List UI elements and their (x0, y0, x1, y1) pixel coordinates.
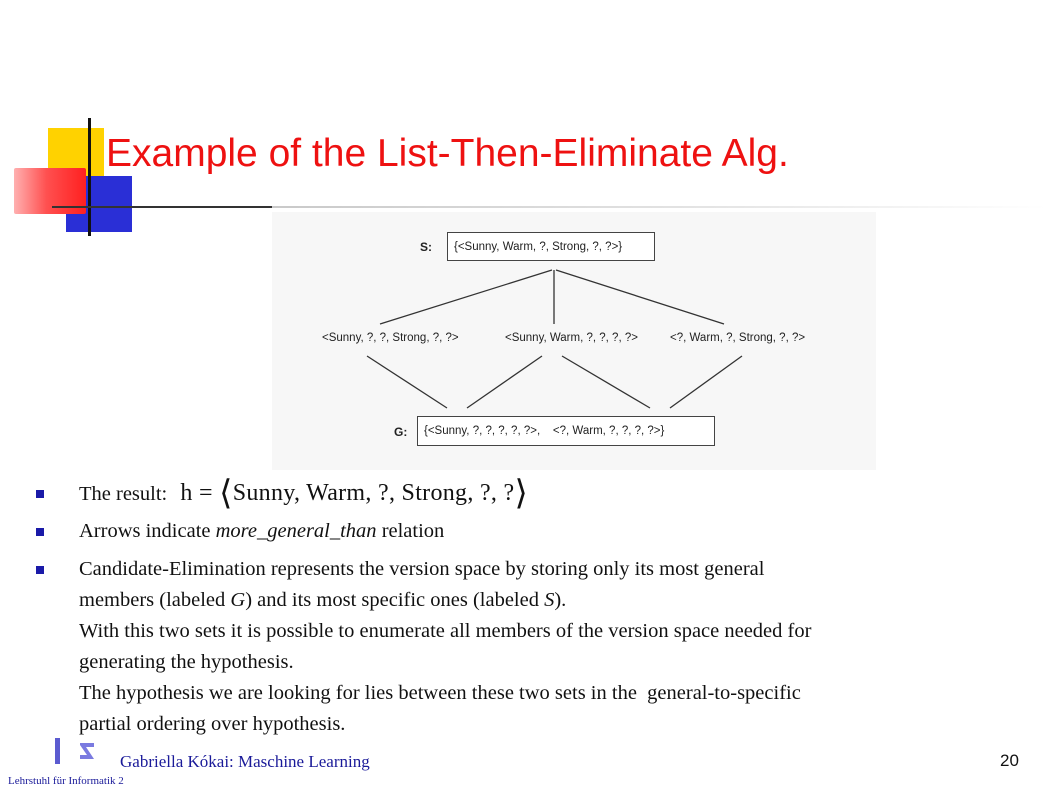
footer-chair: Lehrstuhl für Informatik 2 (8, 775, 124, 787)
page-number: 20 (1000, 751, 1019, 770)
logo-vertical-line (88, 118, 91, 236)
result-label: The result: (79, 483, 168, 505)
ce-line-3: With this two sets it is possible to enumerate all members of the version space needed for (79, 620, 812, 642)
bullet-marker (36, 566, 44, 574)
title-underline (272, 206, 1047, 208)
bullet-marker (36, 528, 44, 536)
arrows-text-suffix: relation (376, 520, 445, 542)
formula-body: Sunny, Warm, ?, Strong, ?, ? (232, 480, 515, 506)
arrows-text-italic: more_general_than (215, 520, 377, 542)
logo-horizontal-line (52, 206, 272, 208)
middle-hypothesis-1: <Sunny, ?, ?, Strong, ?, ?> (322, 332, 459, 344)
bullet-marker (36, 490, 44, 498)
result-formula: h = ⟨Sunny, Warm, ?, Strong, ?, ?⟩ (180, 475, 529, 512)
g-label: G: (394, 425, 408, 439)
footer-author: Gabriella Kókai: Maschine Learning (120, 752, 370, 771)
s-label: S: (420, 240, 432, 254)
line-mid-g2 (562, 356, 650, 408)
g-box: {<Sunny, ?, ?, ?, ?, ?>, <?, Warm, ?, ?, ?, ?>} (417, 416, 715, 446)
middle-hypothesis-3: <?, Warm, ?, Strong, ?, ?> (670, 332, 806, 344)
ce-line-1: Candidate-Elimination represents the version space by storing only its most general (79, 558, 765, 580)
line-mid-g1 (467, 356, 542, 408)
slide-title: Example of the List-Then-Eliminate Alg. (106, 132, 789, 175)
line-right-g2 (670, 356, 742, 408)
ce-line-4: generating the hypothesis. (79, 651, 294, 673)
formula-prefix: h = (180, 480, 220, 506)
middle-hypothesis-2: <Sunny, Warm, ?, ?, ?, ?> (505, 332, 638, 344)
chair-logo-s-icon (78, 741, 98, 761)
ce-line-5: The hypothesis we are looking for lies between these two sets in the general-to-specific (79, 682, 801, 704)
line-s-right (556, 270, 724, 324)
ce-line-2: members (labeled G) and its most specific ones (labeled S). (79, 589, 567, 611)
line-s-left (380, 270, 552, 324)
line-left-g1 (367, 356, 447, 408)
arrows-text-prefix: Arrows indicate (79, 520, 216, 542)
s-box: {<Sunny, Warm, ?, Strong, ?, ?>} (447, 232, 655, 261)
version-space-diagram (272, 212, 876, 470)
chair-logo-bar (55, 738, 60, 764)
ce-line-6: partial ordering over hypothesis. (79, 713, 346, 735)
chair-logo-icon (63, 735, 65, 761)
